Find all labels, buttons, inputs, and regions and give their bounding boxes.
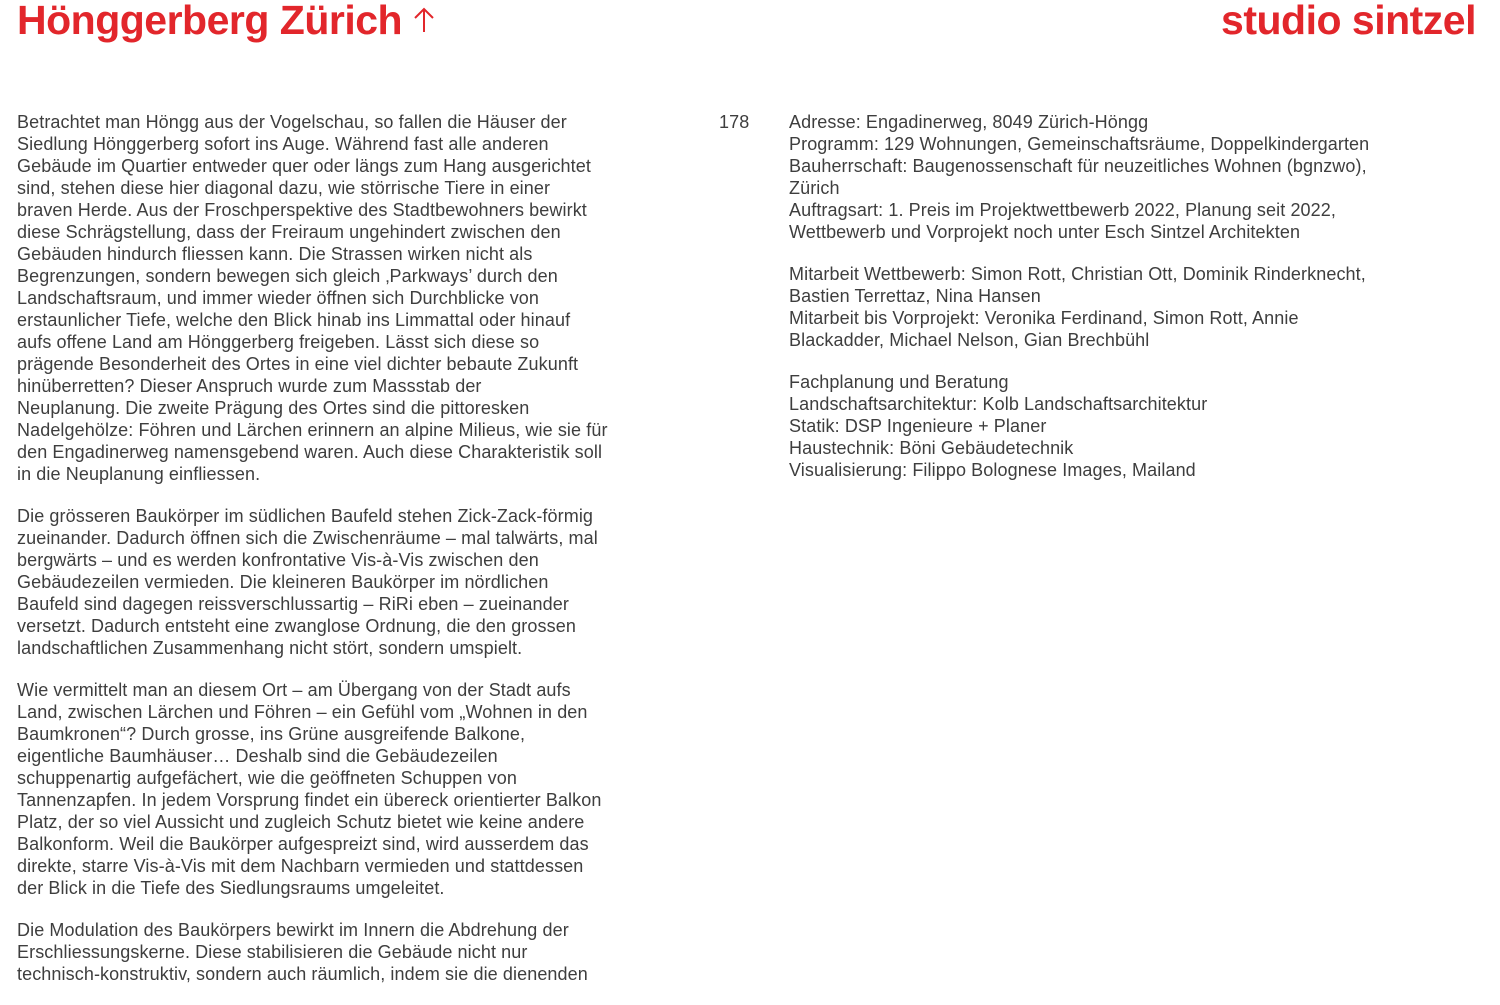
info-block-consultants [789, 371, 1479, 481]
info-structural: Statik: DSP Ingenieure + Planer [789, 416, 1047, 436]
body-paragraph: Die grösseren Baukörper im südlichen Baufeld stehen Zick-Zack-förmig zueinander. Dadurch öffnen sich die Zwischenräume – mal talwärts, mal bergwärts – und es werden konfrontative Vis-à-Vis zwischen den Gebäudezeilen vermieden. Die kleineren Baukörper im nördlichen Baufeld sind dagegen reissverschlussartig – RiRi eben – zueinander versetzt. Dadurch entsteht eine zwanglose Ordnung, die den grossen landschaftlichen Zusammenhang nicht stört, sondern umspielt. [17, 506, 598, 658]
arrow-up-icon[interactable] [412, 5, 436, 35]
info-address: Adresse: Engadinerweg, 8049 Zürich-Höngg [789, 112, 1149, 132]
info-commission: Auftragsart: 1. Preis im Projektwettbewerb 2022, Planung seit 2022, Wettbewerb und Vorprojekt noch unter Esch Sintzel Architekten [789, 200, 1336, 242]
info-team-competition: Mitarbeit Wettbewerb: Simon Rott, Christian Ott, Dominik Rinderknecht, Bastien Terrettaz, Nina Hansen [789, 264, 1366, 306]
body-paragraph: Betrachtet man Höngg aus der Vogelschau, so fallen die Häuser der Siedlung Hönggerberg sofort ins Auge. Während fast alle anderen Gebäude im Quartier entweder quer oder längs zum Hang ausgerichtet sind, stehen diese hier diagonal dazu, wie störrische Tiere in einer braven Herde. Aus der Froschperspektive des Stadtbewohners bewirkt diese Schrägstellung, dass der Freiraum ungehindert zwischen den Gebäuden hindurch fliessen kann. Die Strassen wirken nicht als Begrenzungen, sondern bewegen sich gleich ‚Parkways’ durch den Landschaftsraum, und immer wieder öffnen sich Durchblicke von erstaunlicher Tiefe, welche den Blick hinab ins Limmattal oder hinauf aufs offene Land am Hönggerberg freigeben. Lässt sich diese so prägende Besonderheit des Ortes in eine viel dichter bebaute Zukunft hinüberretten? Dieser Anspruch wurde zum Massstab der Neuplanung. Die zweite Prägung des Ortes sind die pittoresken Nadelgehölze: Föhren und Lärchen erinnern an alpine Milieus, wie sie für den Engadinerweg namensgebend waren. Auch diese Charakteristik soll in die Neuplanung einfliessen. [17, 112, 608, 484]
page-number: 178 [719, 112, 750, 132]
project-description [17, 111, 687, 1005]
project-title[interactable]: Hönggerberg Zürich [17, 0, 403, 43]
info-block-project [789, 111, 1479, 243]
info-consulting-heading: Fachplanung und Beratung [789, 372, 1009, 392]
info-program: Programm: 129 Wohnungen, Gemeinschaftsräume, Doppelkindergarten [789, 134, 1370, 154]
info-block-team [789, 263, 1479, 351]
info-client: Bauherrschaft: Baugenossenschaft für neuzeitliches Wohnen (bgnzwo), Zürich [789, 156, 1367, 198]
body-paragraph: Wie vermittelt man an diesem Ort – am Übergang von der Stadt aufs Land, zwischen Lärchen und Föhren – ein Gefühl vom „Wohnen in den Baumkronen“? Durch grosse, ins Grüne ausgreifende Balkone, eigentliche Baumhäuser… Deshalb sind die Gebäudezeilen schuppenartig aufgefächert, wie die geöffneten Schuppen von Tannenzapfen. In jedem Vorsprung findet ein übereck orientierter Balkon Platz, der so viel Aussicht und zugleich Schutz bietet wie keine andere Balkonform. Weil die Baukörper aufgespreizt sind, wird ausserdem das direkte, starre Vis-à-Vis mit dem Nachbarn vermieden und stattdessen der Blick in die Tiefe des Siedlungsraums umgeleitet. [17, 680, 602, 898]
title-group [17, 0, 436, 42]
info-visualisation: Visualisierung: Filippo Bolognese Images, Mailand [789, 460, 1196, 480]
info-building-services: Haustechnik: Böni Gebäudetechnik [789, 438, 1074, 458]
body-paragraph: Die Modulation des Baukörpers bewirkt im Innern die Abdrehung der Erschliessungskerne. Diese stabilisieren die Gebäude nicht nur technisch-konstruktiv, sondern auch räumlich, indem sie die dienenden [17, 920, 588, 984]
info-landscape: Landschaftsarchitektur: Kolb Landschaftsarchitektur [789, 394, 1208, 414]
brand-name: studio sintzel [1221, 0, 1476, 43]
info-team-preproject: Mitarbeit bis Vorprojekt: Veronika Ferdinand, Simon Rott, Annie Blackadder, Michael Nelson, Gian Brechbühl [789, 308, 1299, 350]
project-info [789, 111, 1479, 501]
